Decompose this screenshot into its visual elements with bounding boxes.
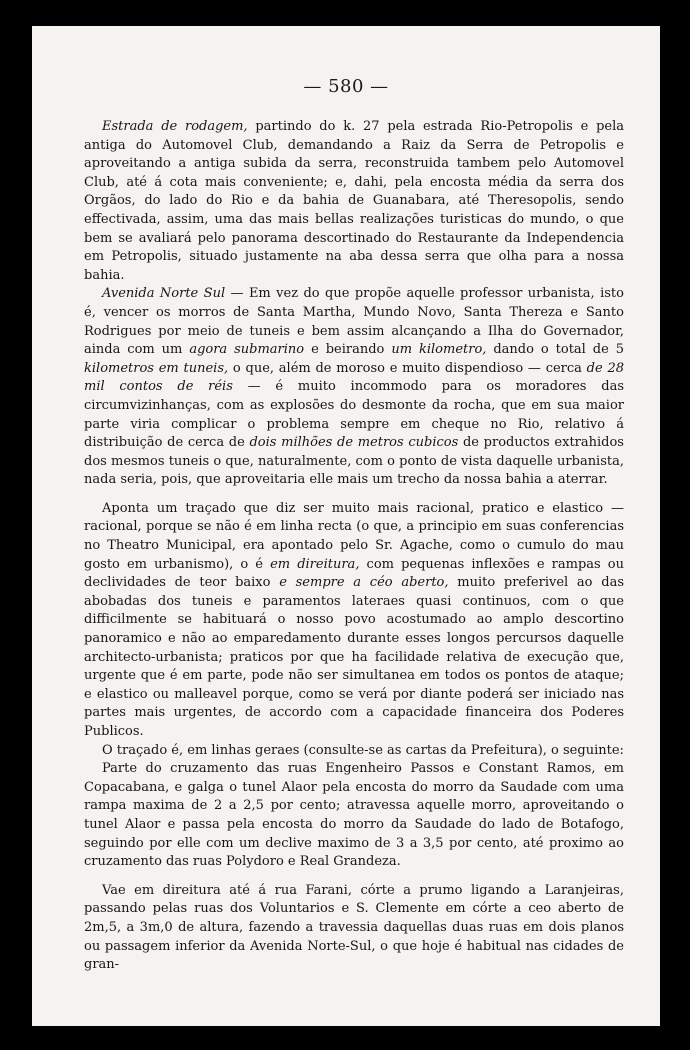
paragraph-parte-do-cruzamento: Parte do cruzamento das ruas Engenheiro Passos e Constant Ramos, em Copacabana, e galga o tunel Alaor pela encosta do morro da Saudade com uma rampa maxima de 2 a 2,5 por cento; atravessa aquelle morro, aproveitando o tunel Alaor e passa pela encosta do morro da Saudade do lado de Botafogo, seguindo por elle com um declive maximo de 3 a 3,5 por cento, até proximo ao cruzamento das ruas Polydoro e Real Grandeza.	[84, 761, 624, 870]
paragraph-traçado-racional: Aponta um traçado que diz ser muito mais racional, pratico e elastico — racional, porque se não é em linha recta (o que, a principio em suas conferencias no Theatro Municipal, era apontado pelo Sr. Agache, como o cumulo do mau gosto em urbanismo), o é em direitura, com pequenas inflexões e rampas ou declividades de teor baixo e sempre a céo aberto, muito preferivel ao das abobadas dos tuneis e paramentos lateraes quasi continuos, com o que difficilmente se habituará o nosso povo acostumado ao amplo descortino panoramico e não ao emparedamento durante esses longos percursos daquelle architecto-urbanista; praticos por que ha facilidade relativa de execução que, urgente que é em parte, pode não ser simultanea em todos os pontos de ataque; e elastico ou malleavel porque, como se verá por diante poderá ser iniciado nas partes mais urgentes, de accordo com a capacidade financeira dos Poderes Publicos.	[84, 500, 624, 739]
paragraph-vae-em-direitura: Vae em direitura até á rua Farani, córte a prumo ligando a Laranjeiras, passando pelas ruas dos Voluntarios e S. Clemente em córte a ceo aberto de 2m,5, a 3m,0 de altura, fazendo a travessia daquellas duas ruas em dois planos ou passagem inferior da Avenida Norte-Sul, o que hoje é habitual nas cidades de gran-	[84, 882, 624, 973]
document-page	[32, 26, 660, 1026]
paragraph-traçado-seguinte: O traçado é, em linhas geraes (consulte-se as cartas da Prefeitura), o seguinte:	[102, 742, 624, 758]
body-text	[84, 118, 624, 975]
paragraph-avenida-norte-sul: Avenida Norte Sul — Em vez do que propõe aquelle professor urbanista, isto é, vencer os morros de Santa Martha, Mundo Novo, Santa Thereza e Santo Rodrigues por meio de tuneis e bem assim alcançando a Ilha do Governador, ainda com um agora submarino e beirando um kilometro, dando o total de 5 kilometros em tuneis, o que, além de moroso e muito dispendioso — cerca de 28 mil contos de réis — é muito incommodo para os moradores das circumvizinhanças, com as explosões do desmonte da rocha, que em sua maior parte viria complicar o problema sempre em cheque no Rio, relativo á distribuição de cerca de dois milhões de metros cubicos de productos extrahidos dos mesmos tuneis o que, naturalmente, com o ponto de vista daquelle urbanista, nada seria, pois, que aproveitaria elle mais um trecho da nossa bahia a aterrar.	[84, 286, 624, 488]
page-number: — 580 —	[303, 76, 389, 97]
paragraph-estrada-de-rodagem: Estrada de rodagem, partindo do k. 27 pela estrada Rio-Petropolis e pela antiga do Automovel Club, demandando a Raiz da Serra de Petropolis e aproveitando a antiga subida da serra, reconstruida tambem pelo Automovel Club, até á cota mais conveniente; e, dahi, pela encosta média da serra dos Orgãos, do lado do Rio e da bahia de Guanabara, até Theresopolis, sendo effectivada, assim, uma das mais bellas realizações turisticas do mundo, o que bem se avaliará pelo panorama descortinado do Restaurante da Independencia em Petropolis, situado justamente na aba dessa serra que olha para a nossa bahia.	[84, 119, 624, 283]
